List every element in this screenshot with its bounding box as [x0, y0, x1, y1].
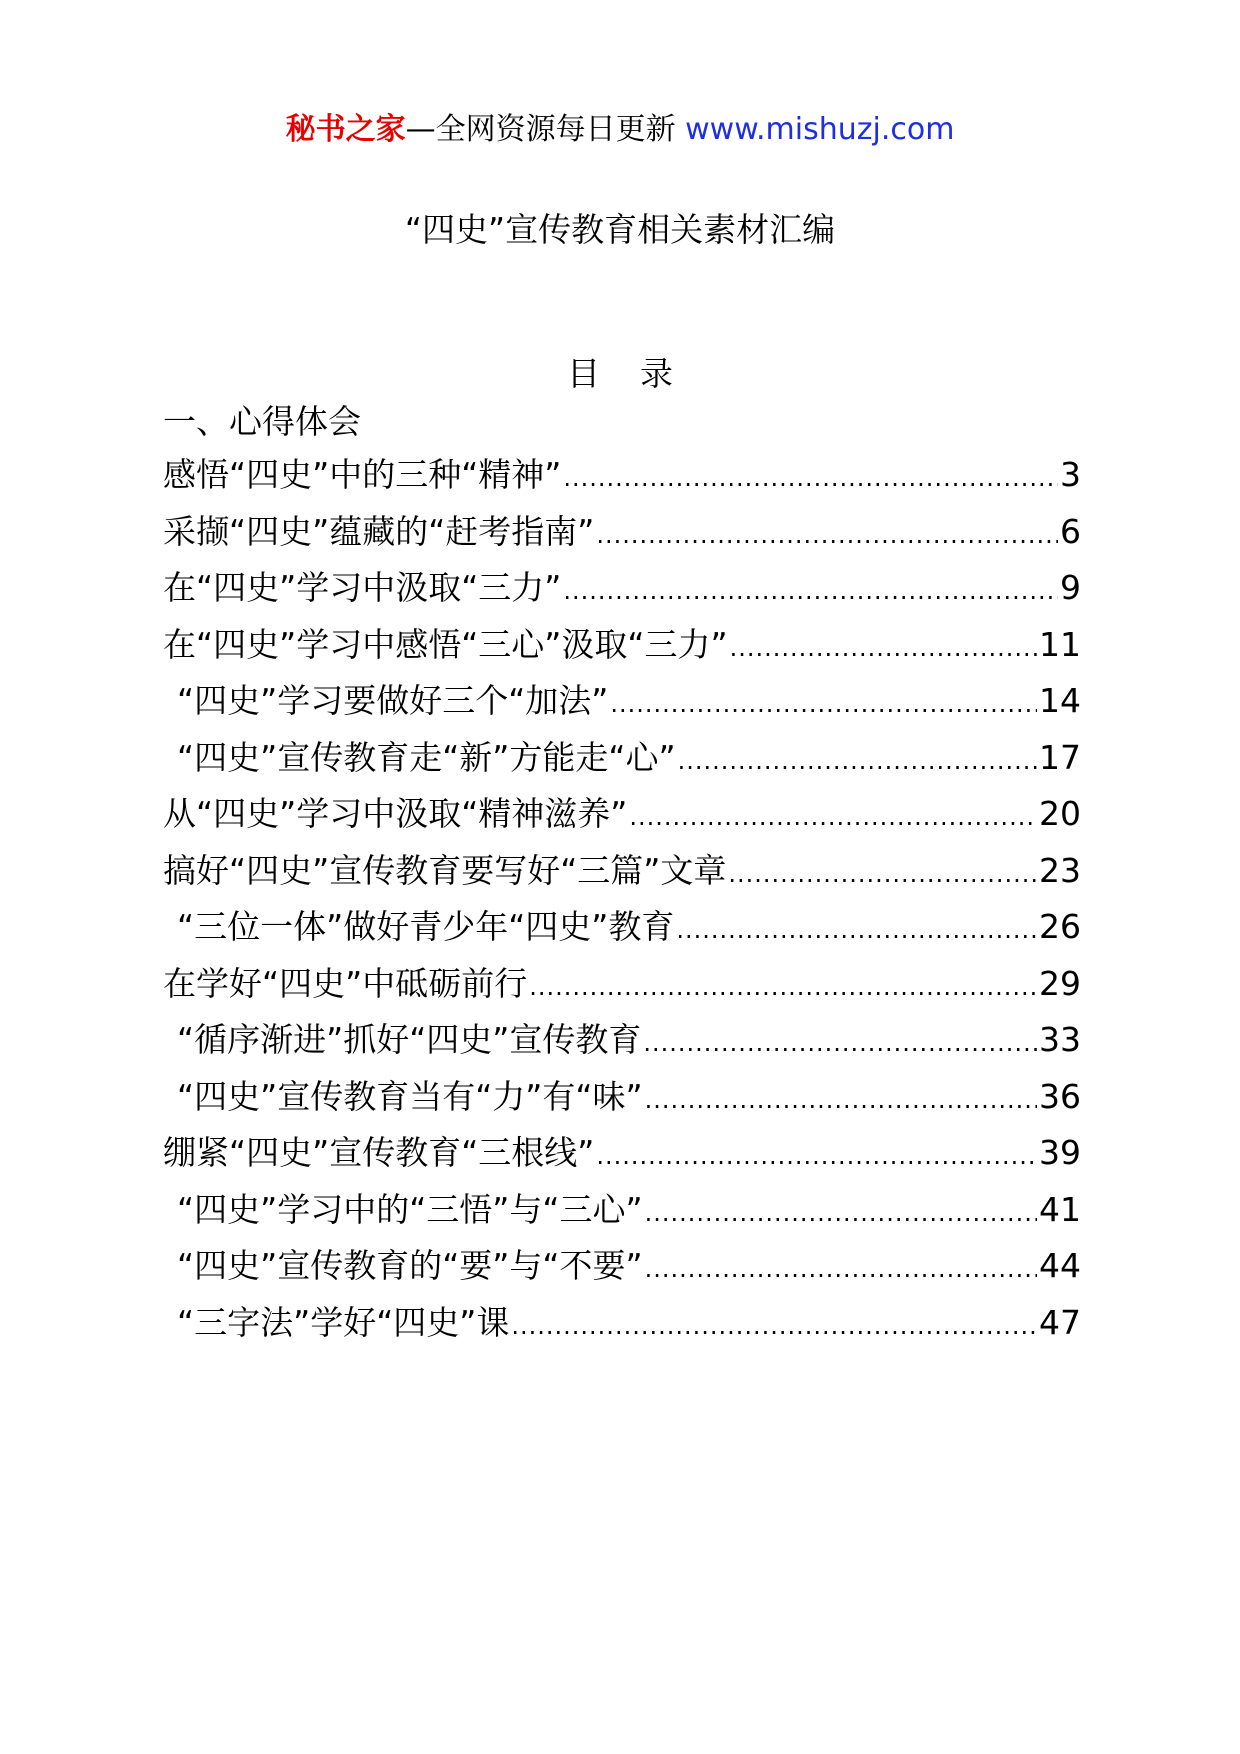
toc-dot-leader: [645, 1073, 1037, 1124]
toc-page-number: 11: [1039, 624, 1081, 664]
toc-page-number: 41: [1039, 1189, 1081, 1229]
site-url-link[interactable]: www.mishuzj.com: [685, 112, 955, 147]
toc-entry-title: 感悟“四史”中的三种“精神”: [163, 455, 562, 494]
toc-entry[interactable]: [163, 1129, 1081, 1186]
document-title: “四史”宣传教育相关素材汇编: [404, 210, 836, 249]
toc-page-number: 9: [1060, 568, 1081, 607]
toc-dot-leader: [529, 960, 1037, 1011]
toc-list: [163, 451, 1081, 1355]
toc-entry[interactable]: [163, 451, 1081, 508]
toc-dot-leader: [678, 734, 1037, 785]
toc-page-number: 26: [1039, 907, 1081, 946]
toc-entry-title: “三字法”学好“四史”课: [177, 1302, 510, 1342]
toc-dot-leader: [676, 903, 1037, 954]
toc-entry-title: “四史”宣传教育的“要”与“不要”: [177, 1246, 643, 1285]
toc-dot-leader: [596, 1129, 1037, 1180]
toc-page-number: 20: [1039, 794, 1081, 833]
toc-page-number: 6: [1060, 511, 1081, 551]
toc-dot-leader: [511, 1299, 1037, 1350]
toc-dot-leader: [728, 847, 1037, 898]
toc-entry-title: “三位一体”做好青少年“四史”教育: [177, 907, 675, 946]
toc-entry-title: 在“四史”学习中汲取“三力”: [163, 568, 562, 607]
toc-page-number: 14: [1039, 681, 1081, 720]
toc-dot-leader: [643, 1016, 1037, 1067]
toc-entry[interactable]: [163, 564, 1081, 621]
toc-entry-title: 从“四史”学习中汲取“精神滋养”: [163, 794, 628, 833]
toc-entry-title: 在“四史”学习中感悟“三心”汲取“三力”: [163, 624, 728, 664]
toc-page-number: 33: [1039, 1020, 1081, 1059]
toc-entry-title: “四史”宣传教育走“新”方能走“心”: [177, 737, 676, 777]
toc-entry-title: 搞好“四史”宣传教育要写好“三篇”文章: [163, 850, 727, 890]
toc-entry[interactable]: [163, 960, 1081, 1017]
toc-entry[interactable]: [163, 621, 1081, 678]
toc-dot-leader: [563, 564, 1058, 615]
toc-entry[interactable]: [163, 1073, 1081, 1130]
toc-dot-leader: [629, 790, 1037, 841]
toc-page-number: 17: [1039, 737, 1081, 777]
toc-dot-leader: [596, 508, 1058, 559]
toc-entry-title: 在学好“四史”中砥砺前行: [163, 963, 528, 1003]
toc-entry-title: “循序渐进”抓好“四史”宣传教育: [177, 1020, 642, 1059]
toc-entry[interactable]: [163, 903, 1081, 960]
toc-entry-title: “四史”学习要做好三个“加法”: [177, 681, 609, 720]
toc-page-number: 3: [1060, 455, 1081, 494]
toc-entry[interactable]: [163, 677, 1081, 734]
toc-entry[interactable]: [163, 1242, 1081, 1299]
toc-entry[interactable]: [163, 1016, 1081, 1073]
toc-dot-leader: [730, 621, 1037, 672]
toc-entry[interactable]: [163, 1186, 1081, 1243]
toc-entry[interactable]: [163, 847, 1081, 904]
toc-entry[interactable]: [163, 508, 1081, 565]
brand-name: 秘书之家: [285, 112, 406, 147]
brand-slogan: —全网资源每日更新: [405, 112, 676, 147]
toc-entry-title: 采撷“四史”蕴藏的“赶考指南”: [163, 511, 595, 551]
toc-page-number: 36: [1039, 1076, 1081, 1116]
toc-dot-leader: [563, 451, 1058, 502]
toc-page-number: 23: [1039, 850, 1081, 890]
site-banner: [0, 108, 1240, 152]
toc-heading: 目录: [567, 354, 713, 393]
toc-page-number: 44: [1039, 1246, 1081, 1285]
toc-page-number: 29: [1039, 963, 1081, 1003]
toc-page-number: 47: [1039, 1302, 1081, 1342]
toc-section-heading: 一、心得体会: [163, 402, 361, 441]
toc-entry-title: “四史”宣传教育当有“力”有“味”: [177, 1076, 643, 1116]
toc-dot-leader: [645, 1186, 1037, 1237]
toc-page-number: 39: [1039, 1133, 1081, 1172]
toc-dot-leader: [610, 677, 1037, 728]
toc-entry[interactable]: [163, 1299, 1081, 1356]
toc-entry-title: “四史”学习中的“三悟”与“三心”: [177, 1189, 643, 1229]
toc-entry-title: 绷紧“四史”宣传教育“三根线”: [163, 1133, 595, 1172]
toc-entry[interactable]: [163, 790, 1081, 847]
toc-dot-leader: [645, 1242, 1037, 1293]
toc-entry[interactable]: [163, 734, 1081, 791]
